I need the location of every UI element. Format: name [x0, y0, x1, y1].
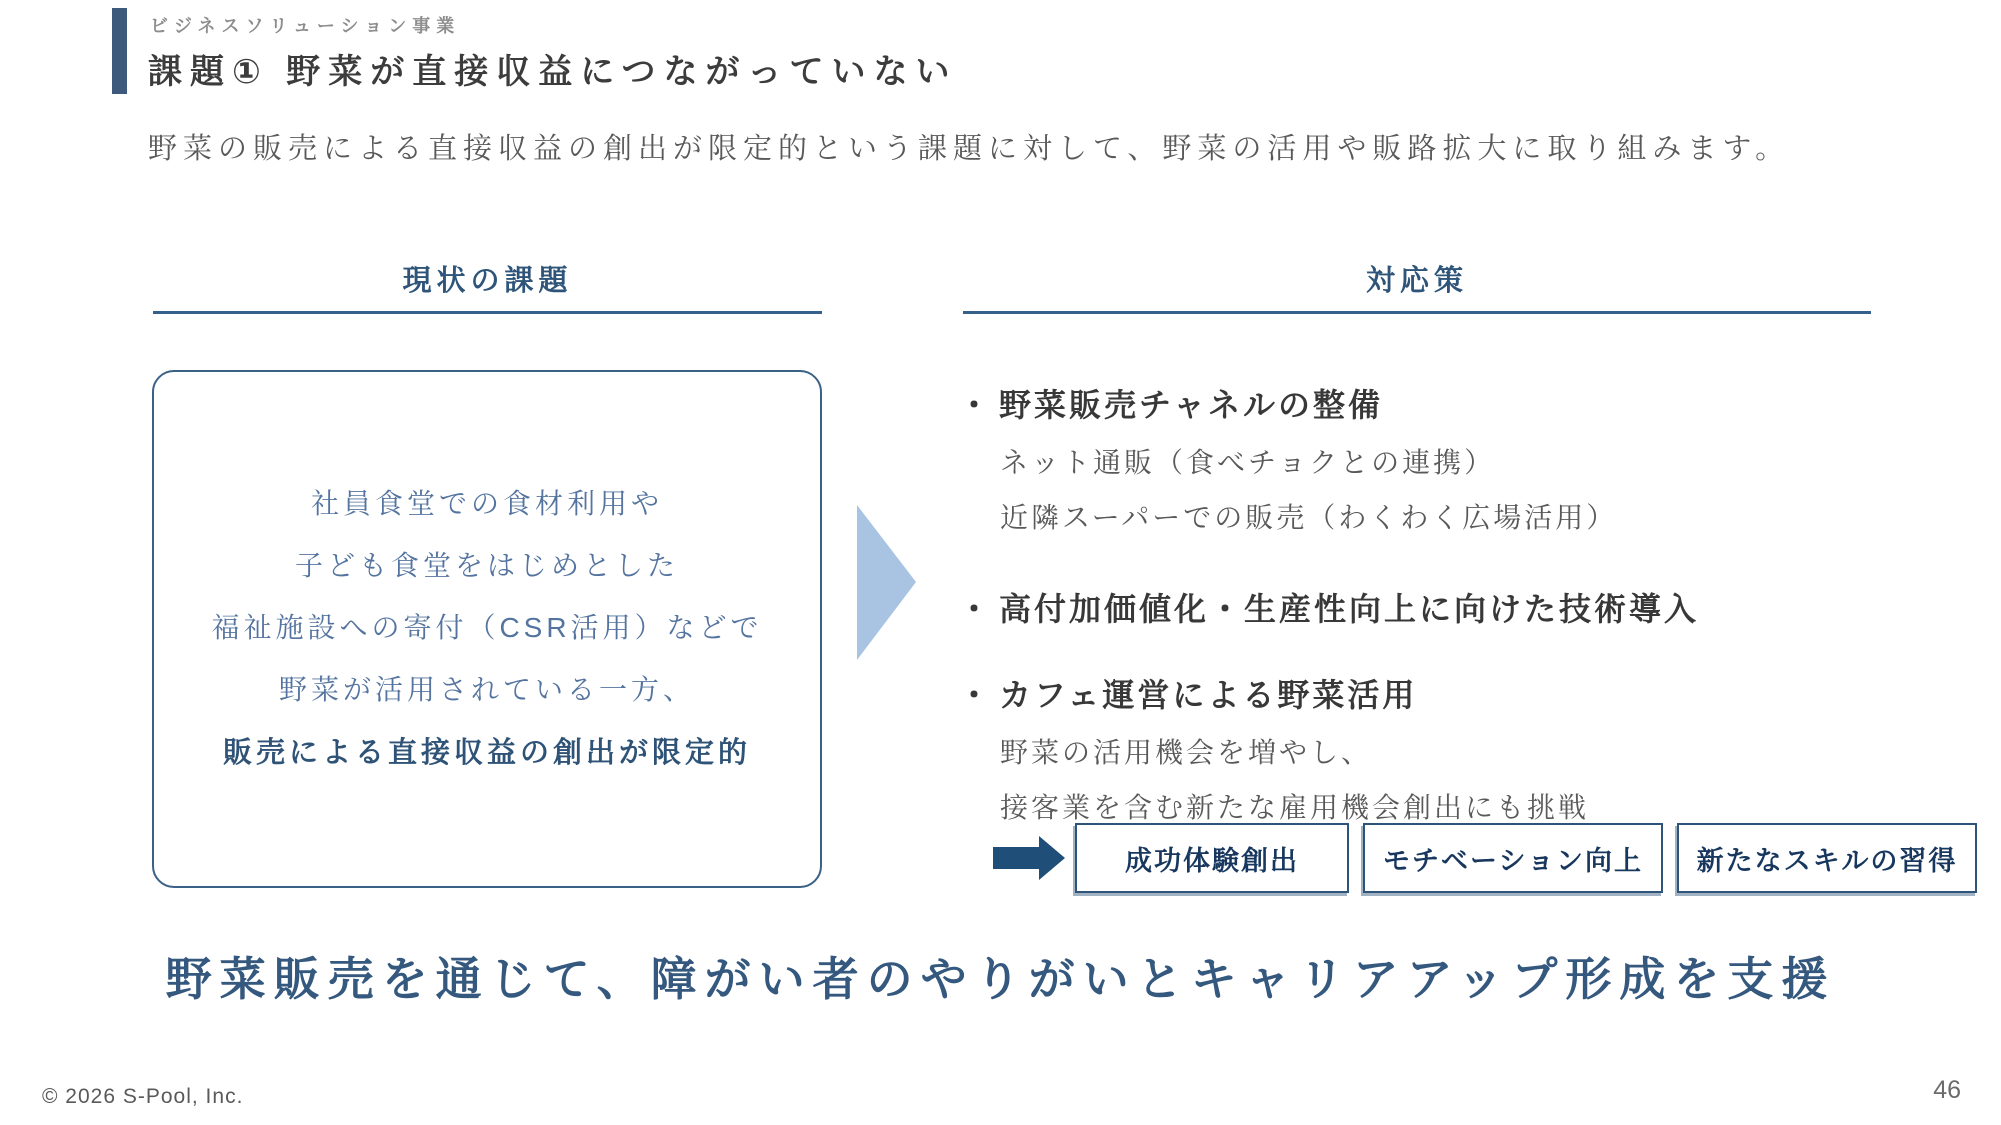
copyright-text: © 2026 S-Pool, Inc. [42, 1085, 244, 1108]
page-number: 46 [1933, 1076, 1961, 1104]
outcome-box-motivation: モチベーション向上 [1363, 823, 1663, 893]
bullet-detail-line: 野菜の活用機会を増やし、 [1000, 737, 1373, 768]
problem-line: 福祉施設への寄付（CSR活用）などで [211, 612, 763, 643]
title-accent-bar [112, 8, 127, 94]
page-title: 課題① 野菜が直接収益につながっていない [148, 53, 958, 91]
current-issues-header: 現状の課題 [153, 258, 822, 314]
bullet-title [958, 587, 1898, 631]
problem-line: 子ども食堂をはじめとした [294, 550, 679, 581]
bullet-title-text: 高付加価値化・生産性向上に向けた技術導入 [999, 591, 1700, 627]
outcome-box-skills: 新たなスキルの習得 [1677, 823, 1977, 893]
right-triangle-icon [857, 505, 916, 660]
problem-line: 社員食堂での食材利用や [310, 488, 663, 519]
bullet-detail-line: 近隣スーパーでの販売（わくわく広場活用） [1000, 502, 1618, 533]
outcome-box-success: 成功体験創出 [1075, 823, 1349, 893]
bullet-title [958, 383, 1898, 427]
countermeasures-list [958, 383, 1898, 877]
bullet-detail-line: ネット通販（食べチョクとの連携） [1000, 447, 1496, 478]
bullet-title-text: 野菜販売チャネルの整備 [999, 387, 1384, 423]
outcome-row [993, 820, 1977, 896]
list-item [958, 383, 1898, 545]
bullet-details [1000, 725, 1898, 835]
list-item [958, 587, 1898, 631]
current-issues-box [152, 370, 822, 888]
lead-sentence: 野菜の販売による直接収益の創出が限定的という課題に対して、野菜の活用や販路拡大に取り組みます。 [148, 133, 1791, 165]
bullet-dot-icon: ・ [958, 677, 994, 713]
bullet-details [1000, 435, 1898, 545]
bullet-title-text: カフェ運営による野菜活用 [999, 677, 1418, 713]
bullet-detail-line: 接客業を含む新たな雇用機会創出にも挑戦 [1000, 792, 1590, 823]
list-item [958, 673, 1898, 835]
countermeasures-header: 対応策 [963, 258, 1871, 314]
section-eyebrow: ビジネスソリューション事業 [150, 16, 461, 36]
bullet-title [958, 673, 1898, 717]
bullet-dot-icon: ・ [958, 591, 994, 627]
bottom-headline: 野菜販売を通じて、障がい者のやりがいとキャリアアップ形成を支援 [165, 953, 1836, 1005]
problem-line: 野菜が活用されている一方、 [278, 674, 695, 705]
problem-emphasis-line: 販売による直接収益の創出が限定的 [222, 737, 751, 769]
bullet-dot-icon: ・ [958, 387, 994, 423]
right-arrow-icon [993, 836, 1065, 880]
